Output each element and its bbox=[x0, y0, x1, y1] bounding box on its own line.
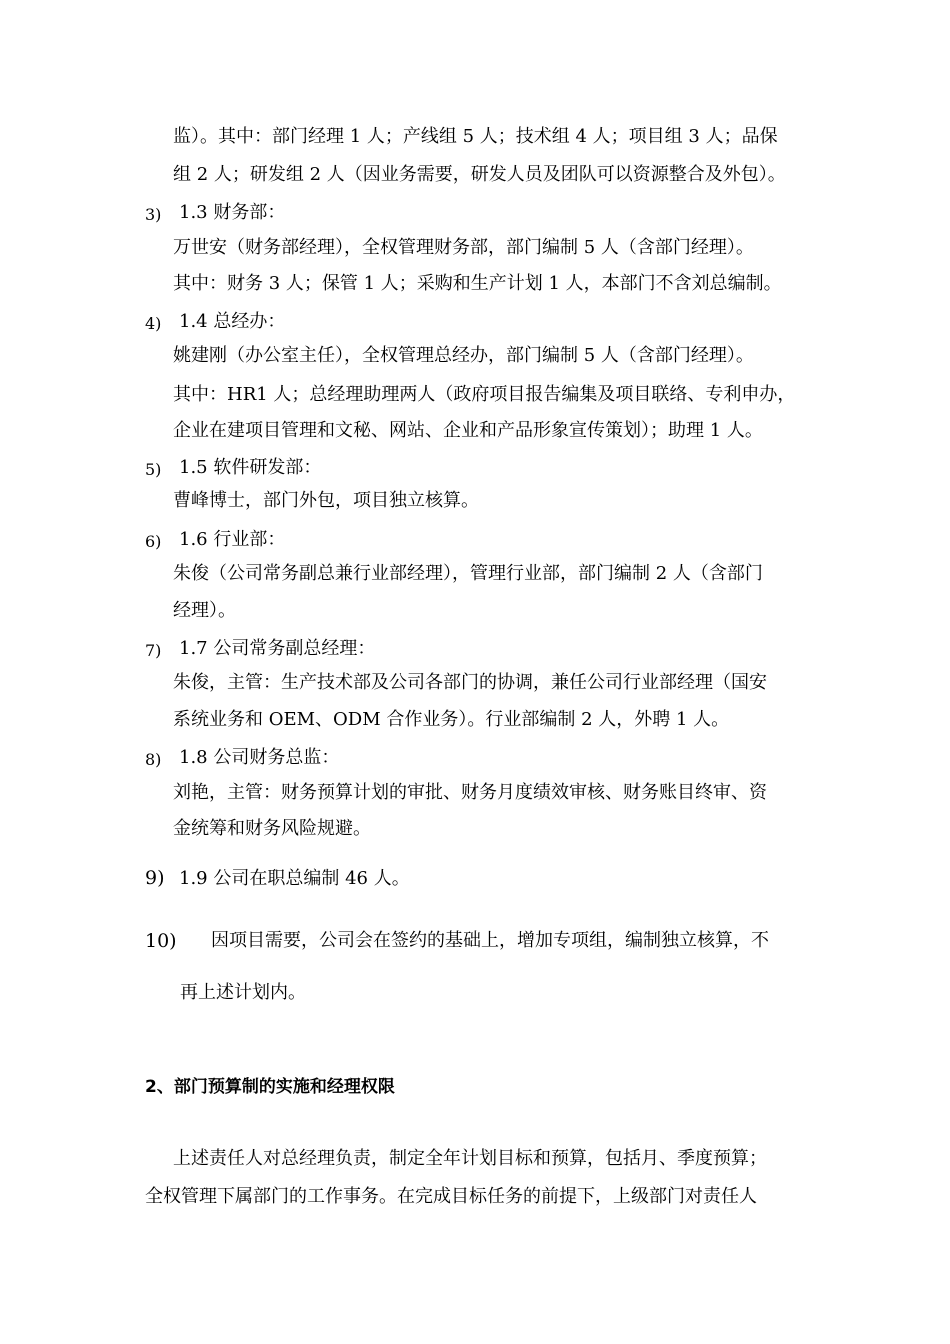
list-item-title: 1.7 公司常务副总经理： bbox=[179, 638, 376, 659]
list-item-line: 再上述计划内。 bbox=[180, 982, 306, 1003]
list-item-line: 金统筹和财务风险规避。 bbox=[173, 818, 371, 839]
list-item-line: 朱俊（公司常务副总兼行业部经理），管理行业部，部门编制 2 人（含部门 bbox=[173, 563, 763, 584]
list-number: 4) bbox=[145, 314, 162, 333]
paragraph-line: 上述责任人对总经理负责，制定全年计划目标和预算，包括月、季度预算； bbox=[173, 1148, 767, 1169]
list-item-title: 1.8 公司财务总监： bbox=[179, 747, 340, 768]
list-number: 6) bbox=[145, 532, 162, 551]
intro-line: 组 2 人；研发组 2 人（因业务需要，研发人员及团队可以资源整合及外包）。 bbox=[173, 164, 786, 185]
list-item-line: 企业在建项目管理和文秘、网站、企业和产品形象宣传策划）；助理 1 人。 bbox=[173, 420, 763, 441]
list-item-line: 曹峰博士，部门外包，项目独立核算。 bbox=[173, 490, 479, 511]
list-item-title: 1.3 财务部： bbox=[179, 202, 286, 223]
list-item-title: 1.9 公司在职总编制 46 人。 bbox=[179, 868, 410, 889]
list-item-line: 刘艳，主管：财务预算计划的审批、财务月度绩效审核、财务账目终审、资 bbox=[173, 782, 767, 803]
paragraph-line: 全权管理下属部门的工作事务。在完成目标任务的前提下，上级部门对责任人 bbox=[145, 1186, 757, 1207]
list-number: 5) bbox=[145, 460, 162, 479]
list-number: 7) bbox=[145, 641, 162, 660]
list-item-title: 1.6 行业部： bbox=[179, 529, 286, 550]
section-heading: 2、部门预算制的实施和经理权限 bbox=[145, 1077, 395, 1097]
list-item-title: 1.4 总经办： bbox=[179, 311, 286, 332]
list-item-line: 其中：HR1 人；总经理助理两人（政府项目报告编集及项目联络、专利申办， bbox=[173, 384, 796, 405]
list-item-title: 1.5 软件研发部： bbox=[179, 457, 322, 478]
list-number: 9) bbox=[145, 867, 165, 889]
intro-line: 监）。其中：部门经理 1 人；产线组 5 人；技术组 4 人；项目组 3 人；品保 bbox=[173, 126, 778, 147]
list-item-line: 因项目需要，公司会在签约的基础上，增加专项组，编制独立核算，不 bbox=[211, 930, 769, 951]
list-item-line: 朱俊，主管：生产技术部及公司各部门的协调，兼任公司行业部经理（国安 bbox=[173, 672, 767, 693]
list-item-line: 其中：财务 3 人；保管 1 人；采购和生产计划 1 人，本部门不含刘总编制。 bbox=[173, 273, 782, 294]
list-item-line: 姚建刚（办公室主任），全权管理总经办，部门编制 5 人（含部门经理）。 bbox=[173, 345, 754, 366]
list-number: 8) bbox=[145, 750, 162, 769]
list-number: 3) bbox=[145, 205, 162, 224]
list-item-line: 经理）。 bbox=[173, 600, 236, 621]
list-item-line: 万世安（财务部经理），全权管理财务部，部门编制 5 人（含部门经理）。 bbox=[173, 237, 754, 258]
list-item-line: 系统业务和 OEM、ODM 合作业务）。行业部编制 2 人，外聘 1 人。 bbox=[173, 709, 730, 730]
list-number: 10) bbox=[145, 930, 177, 952]
